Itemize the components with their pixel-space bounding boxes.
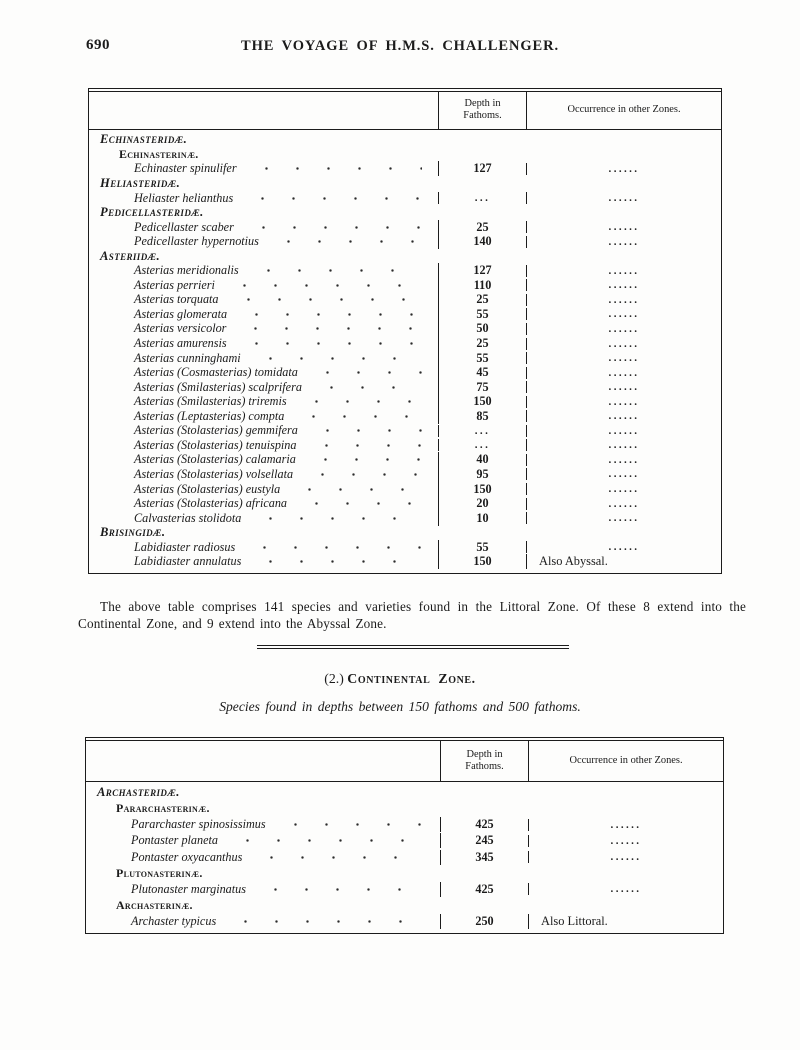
taxon-name: Labidiaster radiosus — [134, 539, 236, 554]
occurrence-value: ...... — [526, 323, 721, 335]
taxon-name: Asteriidæ. — [100, 248, 161, 263]
taxon-name: Pontaster oxyacanthus — [131, 849, 243, 864]
taxon-name: Asterias amurensis — [134, 336, 227, 351]
species-row — [89, 220, 721, 235]
depth-value: 55 — [438, 307, 526, 322]
depth-column-header — [440, 741, 528, 781]
species-row — [86, 881, 723, 897]
depth-value: 150 — [438, 394, 526, 409]
section-heading — [0, 671, 800, 687]
species-row — [89, 322, 721, 337]
depth-value: 425 — [440, 882, 528, 897]
dot-leader — [249, 263, 422, 278]
depth-header-line2: Fathoms. — [465, 760, 504, 772]
taxon-name: Asterias glomerata — [134, 306, 228, 321]
depth-value: 25 — [438, 336, 526, 351]
taxon-name: Archaster typicus — [131, 913, 217, 928]
depth-value: 127 — [438, 161, 526, 176]
occurrence-value: ...... — [526, 410, 721, 422]
species-row — [89, 293, 721, 308]
depth-value: 10 — [438, 511, 526, 526]
taxon-name: Archasterinæ. — [116, 897, 193, 912]
species-row — [86, 913, 723, 929]
taxon-name: Asterias (Smilasterias) triremis — [134, 394, 287, 409]
occurrence-value: ...... — [526, 468, 721, 480]
family-row — [89, 249, 721, 264]
taxon-name: Pararchasterinæ. — [116, 801, 210, 816]
depth-column-header — [438, 92, 526, 129]
name-column-header — [86, 741, 440, 781]
dot-leader — [290, 482, 422, 497]
taxon-name: Asterias (Stolasterias) eustyla — [134, 481, 281, 496]
dot-leader — [245, 540, 422, 555]
depth-value: 75 — [438, 380, 526, 395]
depth-value: 245 — [440, 833, 528, 848]
dot-leader — [308, 423, 422, 438]
taxon-name: Asterias (Stolasterias) tenuispina — [134, 437, 297, 452]
page-title: THE VOYAGE OF H.M.S. CHALLENGER. — [241, 38, 559, 54]
taxon-name: Asterias perrieri — [134, 277, 215, 292]
dot-leader — [237, 336, 422, 351]
table-body — [86, 782, 723, 934]
taxon-name: Echinasterinæ. — [119, 146, 199, 161]
occurrence-value: ...... — [526, 294, 721, 306]
taxon-name: Plutonasterinæ. — [116, 865, 203, 880]
occurrence-column-header: Occurrence in other Zones. — [526, 92, 721, 129]
dot-leader — [237, 307, 422, 322]
occurrence-value: ...... — [528, 883, 723, 895]
taxon-name: Pedicellasteridæ. — [100, 205, 204, 220]
taxon-name: Brisingidæ. — [100, 525, 166, 540]
littoral-zone-table — [88, 88, 722, 574]
family-row — [89, 133, 721, 148]
depth-value: 25 — [438, 292, 526, 307]
taxon-name: Plutonaster marginatus — [131, 881, 246, 896]
occurrence-value: Also Abyssal. — [526, 554, 721, 569]
occurrence-value: Also Littoral. — [528, 914, 723, 929]
occurrence-value: ...... — [528, 835, 723, 847]
family-row — [89, 205, 721, 220]
depth-header-line1: Depth in — [464, 98, 501, 110]
page-number: 690 — [86, 37, 110, 53]
dot-leader — [244, 220, 422, 235]
taxon-name: Asterias torquata — [134, 292, 219, 307]
species-row — [89, 409, 721, 424]
occurrence-value: ...... — [526, 425, 721, 437]
species-row — [89, 394, 721, 409]
family-row — [89, 525, 721, 540]
dot-leader — [251, 511, 422, 526]
taxon-name: Asterias (Cosmasterias) tomidata — [134, 365, 298, 380]
table-body — [89, 130, 721, 573]
occurrence-value: ...... — [528, 819, 723, 831]
taxon-name: Archasteridæ. — [97, 785, 180, 800]
continental-zone-table — [85, 737, 724, 934]
species-row — [89, 351, 721, 366]
occurrence-value: ...... — [526, 163, 721, 175]
depth-value: ... — [438, 439, 526, 451]
name-column-header — [89, 92, 438, 129]
species-row — [89, 234, 721, 249]
dot-leader — [252, 850, 424, 865]
occurrence-value: ...... — [526, 192, 721, 204]
depth-value: 150 — [438, 554, 526, 569]
dot-leader — [294, 409, 422, 424]
species-row — [86, 849, 723, 865]
depth-value: 40 — [438, 452, 526, 467]
dot-leader — [247, 161, 422, 176]
section-title: Continental Zone. — [347, 671, 476, 686]
occurrence-value: ...... — [526, 221, 721, 233]
taxon-name: Asterias (Leptasterias) compta — [134, 408, 285, 423]
species-row — [89, 496, 721, 511]
taxon-name: Heliaster helianthus — [134, 190, 234, 205]
taxon-name: Pontaster planeta — [131, 833, 218, 848]
occurrence-column-header: Occurrence in other Zones. — [528, 741, 723, 781]
species-row — [89, 467, 721, 482]
dot-leader — [251, 351, 422, 366]
occurrence-value: ...... — [526, 338, 721, 350]
occurrence-value: ...... — [526, 367, 721, 379]
depth-value: 140 — [438, 234, 526, 249]
taxon-name: Heliasteridæ. — [100, 176, 181, 191]
occurrence-value: ...... — [526, 498, 721, 510]
taxon-name: Echinaster spinulifer — [134, 161, 237, 176]
dot-leader — [228, 833, 424, 848]
taxon-name: Asterias cunninghami — [134, 350, 241, 365]
dot-leader — [269, 234, 422, 249]
species-row — [89, 307, 721, 322]
dot-leader — [303, 467, 422, 482]
species-row — [89, 191, 721, 206]
depth-value: 25 — [438, 220, 526, 235]
family-row — [86, 785, 723, 801]
dot-leader — [307, 438, 423, 453]
depth-value: 45 — [438, 365, 526, 380]
taxon-name: Pedicellaster hypernotius — [134, 234, 259, 249]
depth-value: 250 — [440, 914, 528, 929]
family-row — [89, 176, 721, 191]
dot-leader — [297, 496, 422, 511]
species-row — [86, 833, 723, 849]
occurrence-value: ...... — [528, 851, 723, 863]
species-row — [89, 264, 721, 279]
dot-leader — [312, 380, 422, 395]
subfamily-row — [86, 801, 723, 817]
species-row — [89, 278, 721, 293]
species-row — [89, 511, 721, 526]
taxon-name: Pedicellaster scaber — [134, 219, 234, 234]
section-subtitle: Species found in depths between 150 fathoms and 500 fathoms. — [219, 699, 581, 714]
subfamily-row — [86, 865, 723, 881]
species-row — [89, 336, 721, 351]
taxon-name: Labidiaster annulatus — [134, 554, 242, 569]
dot-leader — [276, 817, 424, 832]
dot-leader — [243, 191, 422, 206]
occurrence-value: ...... — [526, 439, 721, 451]
species-row — [89, 380, 721, 395]
depth-value: ... — [438, 425, 526, 437]
subfamily-row — [86, 897, 723, 913]
occurrence-value: ...... — [526, 236, 721, 248]
taxon-name: Asterias (Stolasterias) volsellata — [134, 466, 294, 481]
depth-header-line1: Depth in — [466, 748, 503, 760]
depth-header-line2: Fathoms. — [463, 110, 502, 122]
depth-value: 55 — [438, 351, 526, 366]
species-row — [89, 540, 721, 555]
species-row — [89, 162, 721, 177]
occurrence-value: ...... — [526, 396, 721, 408]
species-row — [89, 453, 721, 468]
depth-value: 95 — [438, 467, 526, 482]
dot-leader — [256, 882, 424, 897]
occurrence-value: ...... — [526, 512, 721, 524]
subfamily-row — [89, 147, 721, 162]
depth-value: 50 — [438, 321, 526, 336]
dot-leader — [236, 321, 422, 336]
dot-leader — [229, 292, 422, 307]
occurrence-value: ...... — [526, 308, 721, 320]
occurrence-value: ...... — [526, 541, 721, 553]
taxon-name: Asterias (Stolasterias) africana — [134, 496, 288, 511]
occurrence-value: ...... — [526, 483, 721, 495]
occurrence-value: ...... — [526, 279, 721, 291]
taxon-name: Calvasterias stolidota — [134, 510, 242, 525]
taxon-name: Asterias versicolor — [134, 321, 227, 336]
depth-value: 85 — [438, 409, 526, 424]
depth-value: ... — [438, 192, 526, 204]
species-row — [89, 482, 721, 497]
table-header-row — [86, 741, 723, 782]
dot-leader — [306, 452, 422, 467]
taxon-name: Asterias (Stolasterias) calamaria — [134, 452, 296, 467]
species-row — [89, 554, 721, 569]
depth-value: 345 — [440, 850, 528, 865]
species-row — [86, 817, 723, 833]
section-divider — [257, 645, 569, 649]
species-row — [89, 424, 721, 439]
table-header-row — [89, 92, 721, 130]
occurrence-value: ...... — [526, 381, 721, 393]
occurrence-value: ...... — [526, 265, 721, 277]
taxon-name: Pararchaster spinosissimus — [131, 817, 266, 832]
depth-value: 55 — [438, 540, 526, 555]
depth-value: 110 — [438, 278, 526, 293]
taxon-name: Asterias (Smilasterias) scalprifera — [134, 379, 302, 394]
summary-note: The above table comprises 141 species and varieties found in the Littoral Zone. Of these 8 extend into the Continental Zone, and 9 extend into the Abyssal Zone. — [78, 599, 746, 631]
dot-leader — [225, 278, 422, 293]
dot-leader — [251, 554, 422, 569]
species-row — [89, 365, 721, 380]
dot-leader — [297, 394, 422, 409]
section-number: (2.) — [324, 671, 344, 686]
dot-leader — [308, 365, 422, 380]
species-row — [89, 438, 721, 453]
depth-value: 127 — [438, 263, 526, 278]
occurrence-value: ...... — [526, 352, 721, 364]
taxon-name: Asterias meridionalis — [134, 263, 239, 278]
depth-value: 20 — [438, 496, 526, 511]
taxon-name: Echinasteridæ. — [100, 132, 188, 147]
depth-value: 425 — [440, 817, 528, 832]
depth-value: 150 — [438, 482, 526, 497]
taxon-name: Asterias (Stolasterias) gemmifera — [134, 423, 298, 438]
occurrence-value: ...... — [526, 454, 721, 466]
dot-leader — [226, 914, 424, 929]
